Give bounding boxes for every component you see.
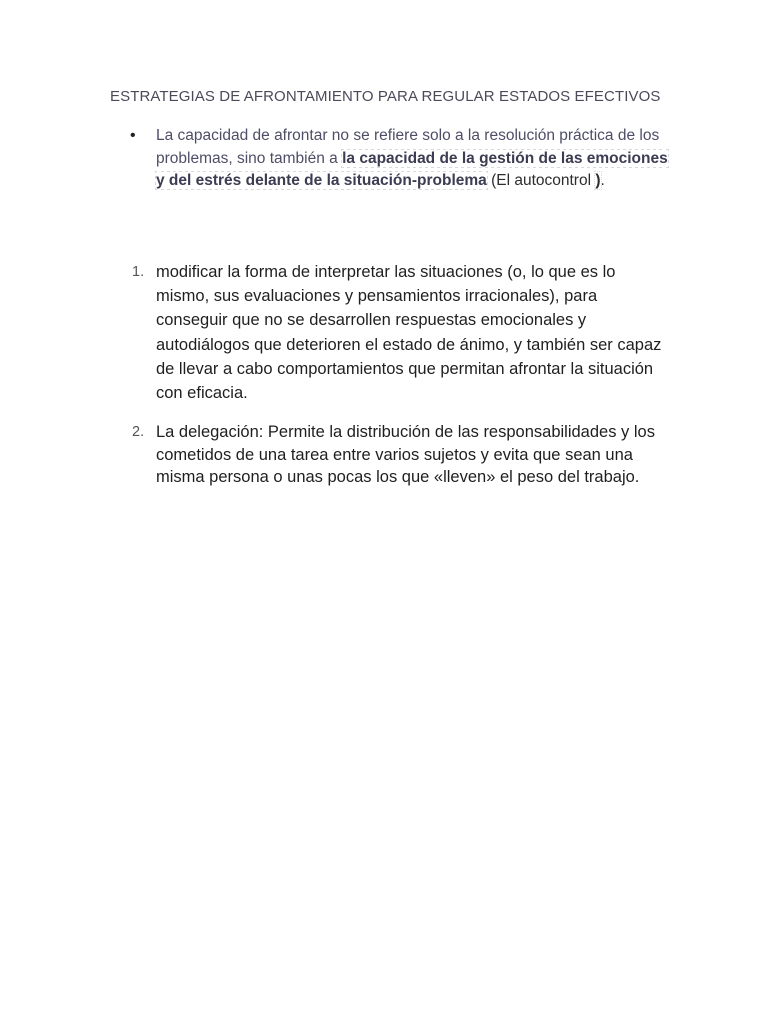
bullet-text <box>156 127 668 189</box>
bullet-text-bold: la capacidad de la gestión de las emociones y del estrés delante de la situación-problema <box>156 149 668 189</box>
numbered-list-item <box>132 421 672 489</box>
bullet-text-period: . <box>600 172 605 189</box>
list-item-text: La delegación: Permite la distribución de las responsabilidades y los cometidos de una tarea entre varios sujetos y evita que sean una misma persona o unas pocas los que «lleven» el peso del trabajo. <box>156 423 655 487</box>
list-item-text: modificar la forma de interpretar las situaciones (o, lo que es lo mismo, sus evaluaciones y pensamientos irracionales), para conseguir que no se desarrollen respuestas emocionales y autodiálogos que deterioren el estado de ánimo, y también ser capaz de llevar a cabo comportamientos que permitan afrontar la situación con eficacia. <box>156 263 662 403</box>
bullet-text-parenthetical: (El autocontrol <box>486 172 596 189</box>
numbered-list <box>132 260 672 489</box>
bullet-marker: • <box>130 127 136 144</box>
bullet-text-intro: La capacidad de afrontar no se refiere solo a la resolución práctica de los problemas, sino también a <box>156 127 660 167</box>
bullet-text-close-paren: ) <box>595 172 601 189</box>
bullet-list <box>130 125 670 193</box>
numbered-list-item <box>132 260 672 405</box>
document-title: ESTRATEGIAS DE AFRONTAMIENTO PARA REGULAR ESTADOS EFECTIVOS <box>110 88 661 105</box>
list-number: 2. <box>132 424 145 441</box>
list-number: 1. <box>132 264 145 280</box>
bullet-item <box>130 125 670 193</box>
